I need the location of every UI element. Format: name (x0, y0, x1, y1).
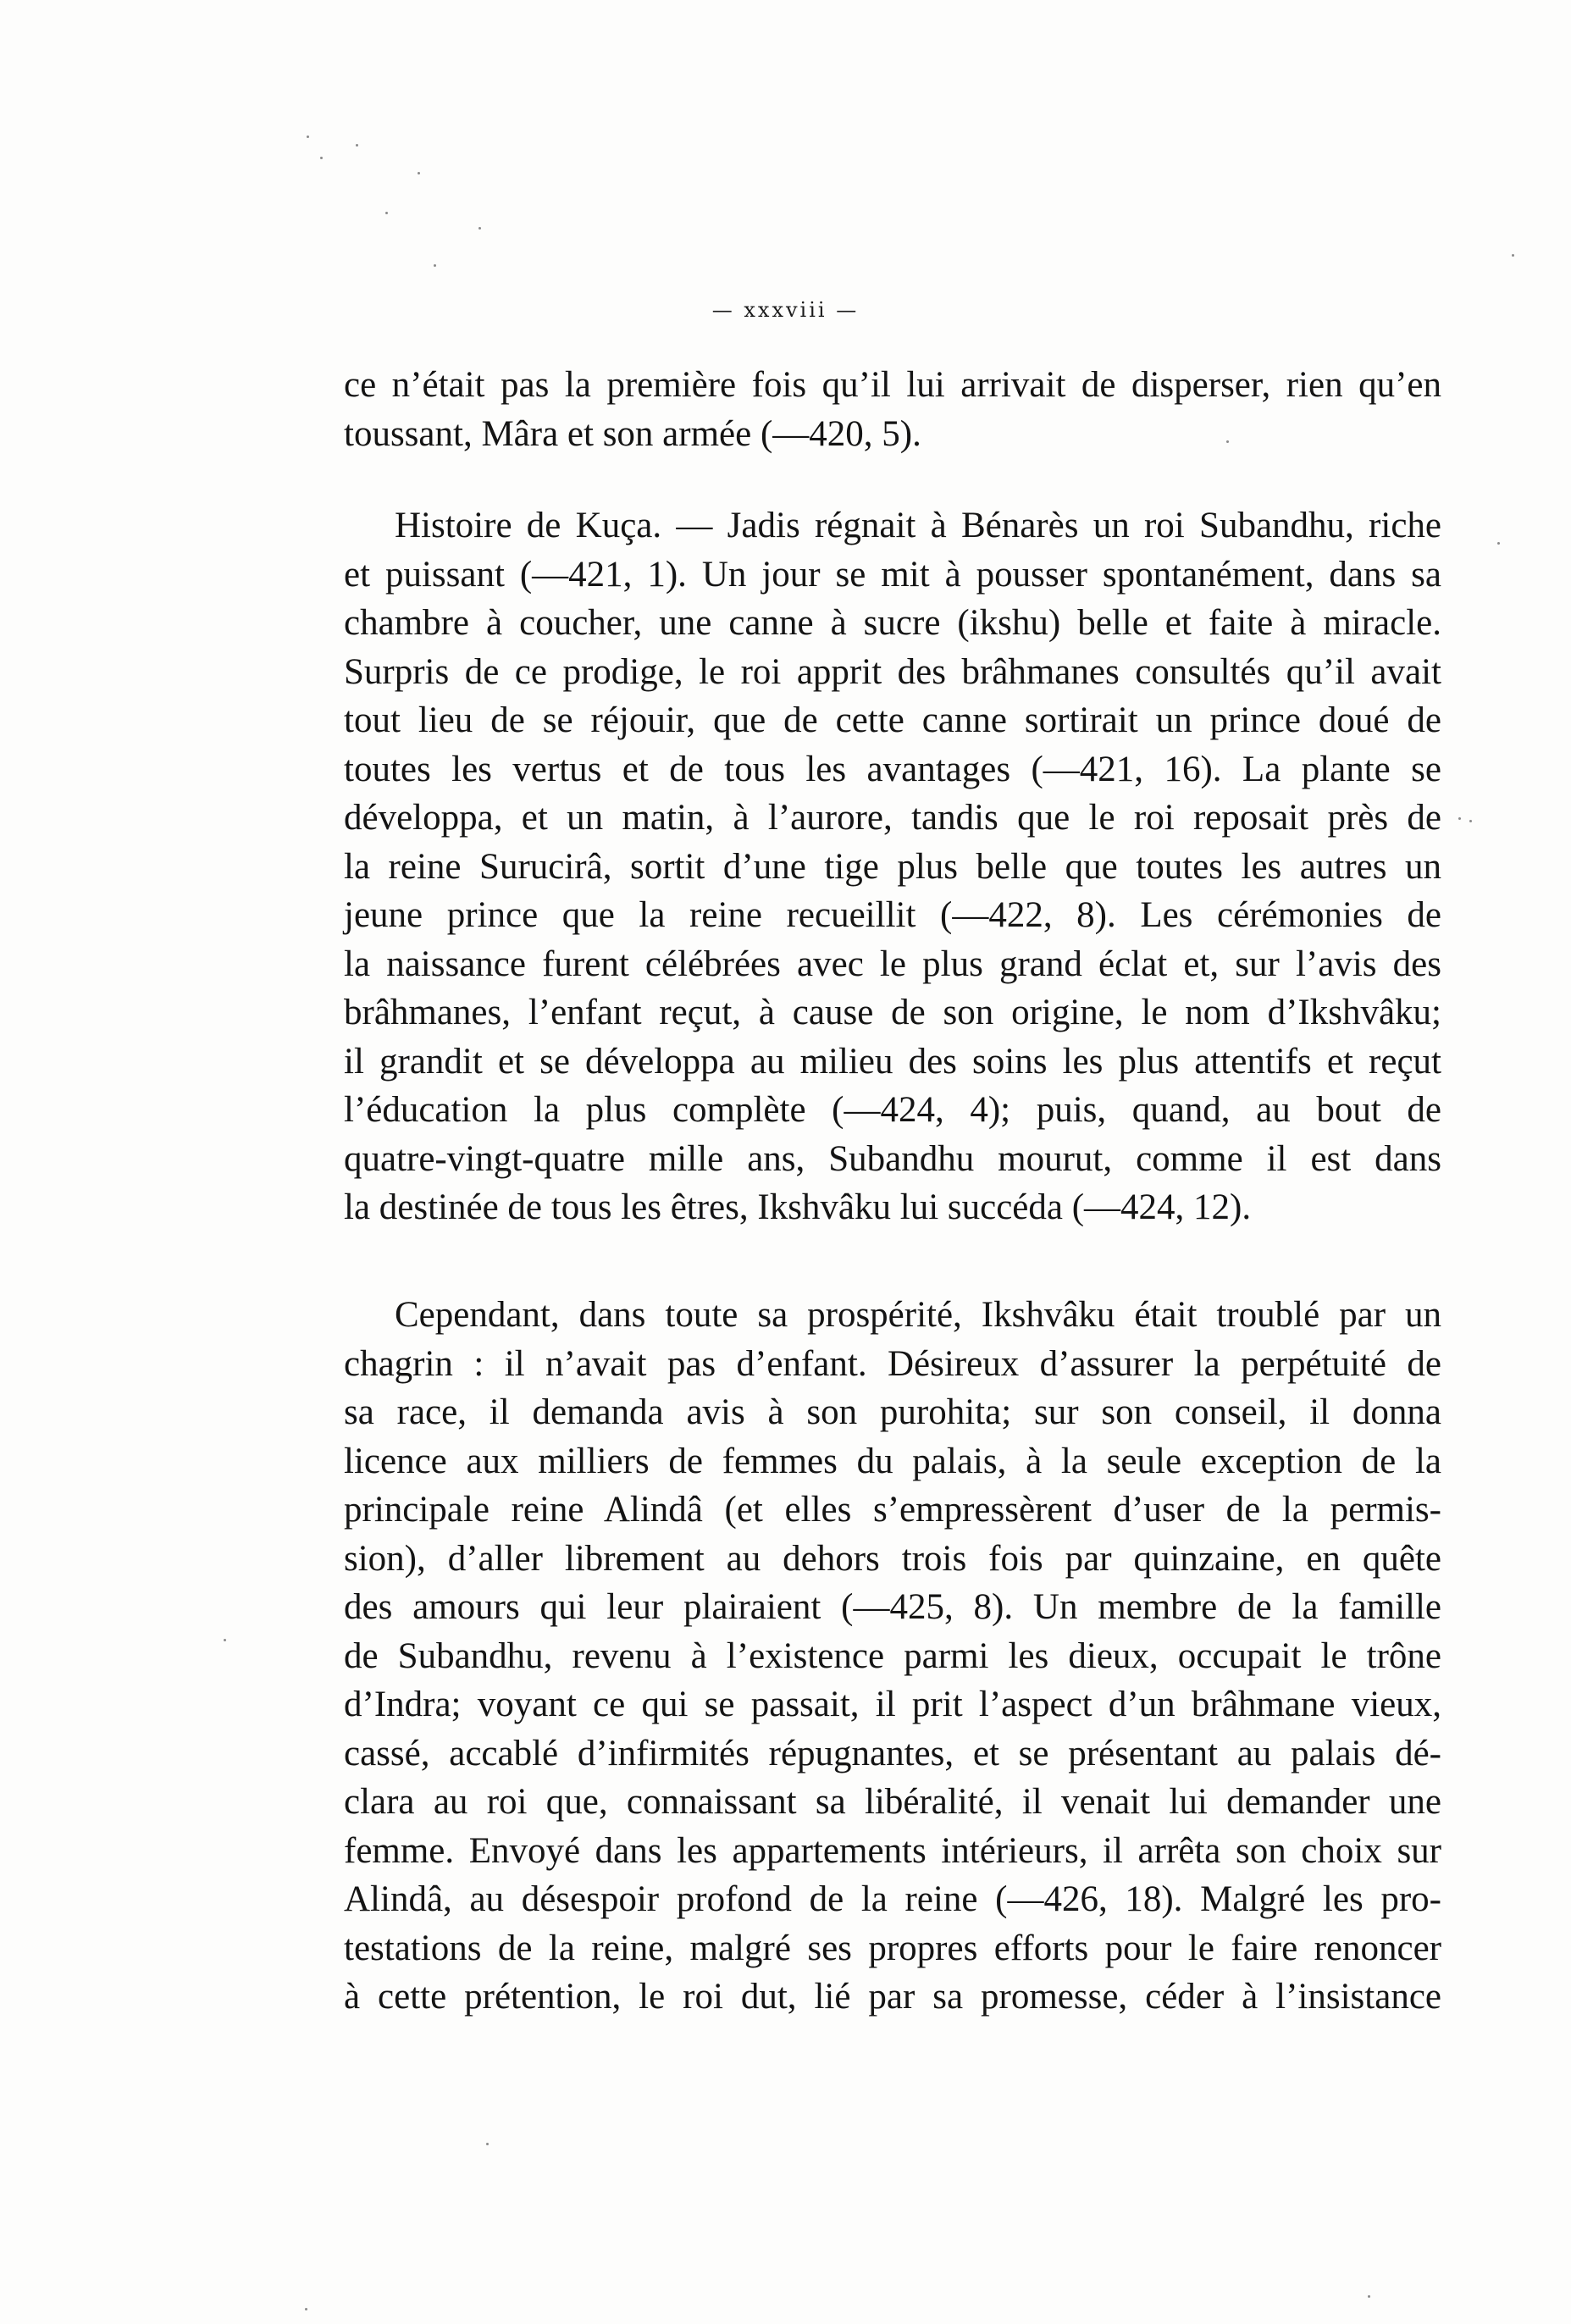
paragraph-3 (344, 1291, 1441, 2022)
scan-speck (478, 227, 481, 230)
scan-speck (1226, 440, 1229, 443)
text-line: la reine Surucirâ, sortit d’une tige plus belle que toutes les autres un (344, 846, 1441, 887)
scan-speck (305, 2308, 307, 2310)
text-line: il grandit et se développa au milieu des soins les plus attentifs et reçut (344, 1041, 1441, 1082)
text-line: brâhmanes, l’enfant reçut, à cause de son origine, le nom d’Ikshvâku; (344, 993, 1441, 1032)
scan-speck (224, 1639, 226, 1641)
text-line: jeune prince que la reine recueillit (—422, 8). Les cérémonies de (344, 895, 1441, 935)
scan-speck (1458, 817, 1461, 820)
text-line: Surpris de ce prodige, le roi apprit des brâhmanes consultés qu’il avait (344, 651, 1441, 692)
paragraph-1 (344, 361, 1441, 458)
text-line: testations de la reine, malgré ses propres efforts pour le faire renoncer (344, 1928, 1441, 1968)
scan-speck (1368, 2295, 1370, 2298)
text-line: développa, et un matin, à l’aurore, tandis que le roi reposait près de (344, 798, 1441, 838)
text-line: la destinée de tous les êtres, Ikshvâku lui succéda (—424, 12). (344, 1187, 1252, 1227)
text-line: Histoire de Kuça. — Jadis régnait à Bénarès un roi Subandhu, riche (395, 506, 1441, 545)
text-line: sion), d’aller librement au dehors trois fois par quinzaine, en quête (344, 1538, 1441, 1579)
text-line: ce n’était pas la première fois qu’il lui arrivait de disperser, rien qu’en (344, 365, 1441, 405)
scan-speck (1469, 820, 1472, 822)
scan-speck (356, 144, 358, 147)
text-line: principale reine Alindâ (et elles s’empressèrent d’user de la permis- (344, 1490, 1441, 1530)
page-number: — xxxviii — (711, 298, 860, 322)
text-line: toutes les vertus et de tous les avantages (—421, 16). La plante se (344, 749, 1441, 789)
text-line: des amours qui leur plairaient (—425, 8). Un membre de la famille (344, 1587, 1441, 1627)
paragraph-2 (344, 501, 1441, 1232)
text-line: clara au roi que, connaissant sa libéralité, il venait lui demander une (344, 1782, 1441, 1822)
scan-speck (1512, 254, 1514, 257)
text-line: Cependant, dans toute sa prospérité, Ikshvâku était troublé par un (395, 1295, 1441, 1335)
text-line: tout lieu de se réjouir, que de cette canne sortirait un prince doué de (344, 700, 1441, 740)
scan-speck (307, 136, 309, 138)
text-line: chambre à coucher, une canne à sucre (ikshu) belle et faite à miracle. (344, 603, 1441, 643)
text-line: toussant, Mâra et son armée (—420, 5). (344, 413, 921, 454)
text-line: Alindâ, au désespoir profond de la reine (—426, 18). Malgré les pro- (344, 1879, 1441, 1919)
text-line: licence aux milliers de femmes du palais, à la seule exception de la (344, 1441, 1441, 1481)
text-line: et puissant (—421, 1). Un jour se mit à pousser spontanément, dans sa (344, 554, 1441, 595)
scan-speck (320, 157, 323, 159)
scan-speck (1497, 542, 1500, 545)
text-line: de Subandhu, revenu à l’existence parmi les dieux, occupait le trône (344, 1635, 1441, 1676)
scan-speck (434, 264, 436, 267)
scan-speck (486, 2143, 489, 2145)
text-line: chagrin : il n’avait pas d’enfant. Désireux d’assurer la perpétuité de (344, 1343, 1441, 1384)
text-line: cassé, accablé d’infirmités répugnantes, et se présentant au palais dé- (344, 1733, 1441, 1773)
text-line: à cette prétention, le roi dut, lié par sa promesse, céder à l’insistance (344, 1977, 1441, 2017)
scan-speck (418, 172, 420, 174)
text-line: l’éducation la plus complète (—424, 4); puis, quand, au bout de (344, 1090, 1441, 1130)
text-line: d’Indra; voyant ce qui se passait, il prit l’aspect d’un brâhmane vieux, (344, 1685, 1441, 1724)
text-line: quatre-vingt-quatre mille ans, Subandhu mourut, comme il est dans (344, 1138, 1441, 1179)
scan-speck (385, 212, 388, 214)
text-line: la naissance furent célébrées avec le plus grand éclat et, sur l’avis des (344, 943, 1441, 984)
text-line: femme. Envoyé dans les appartements intérieurs, il arrêta son choix sur (344, 1830, 1441, 1871)
text-line: sa race, il demanda avis à son purohita; sur son conseil, il donna (344, 1392, 1441, 1432)
